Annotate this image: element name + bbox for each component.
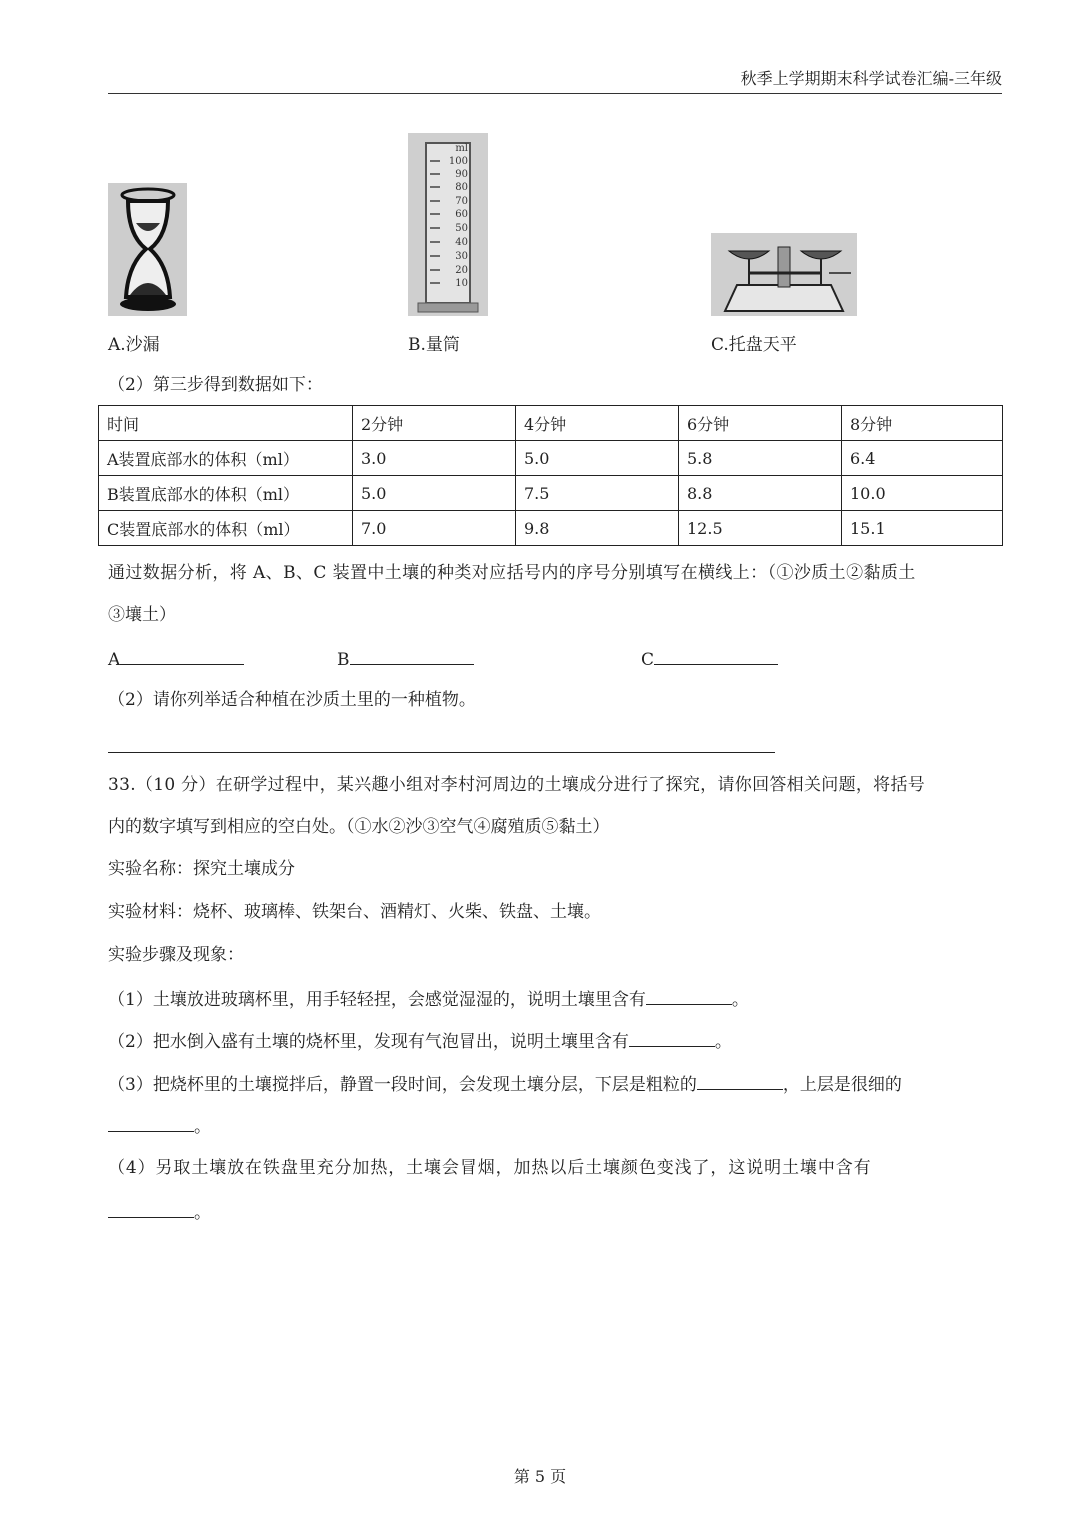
analysis-line-1: 通过数据分析，将 A、B、C 装置中土壤的种类对应括号内的序号分别填写在横线上：（①沙质土②黏质土 [108,563,916,583]
answer-b [337,646,474,672]
step-4: （4）另取土壤放在铁盘里充分加热，土壤会冒烟，加热以后土壤颜色变浅了，这说明土壤中含有 [108,1158,872,1178]
table-cell: A装置底部水的体积（ml） [99,441,353,476]
scale-label: 90 [455,169,468,180]
q33-line-2: 内的数字填写到相应的空白处。（①水②沙③空气④腐殖质⑤黏土） [108,817,610,837]
step-4-cont [108,1199,211,1225]
header-title: 秋季上学期期末科学试卷汇编-三年级 [740,69,1002,88]
scale-label: 60 [455,209,468,220]
answer-a-label: A [108,650,121,670]
table-header: 4分钟 [516,406,679,441]
graduated-cylinder-image [408,133,488,316]
step-2 [108,1028,732,1054]
scale-label: 10 [455,278,468,289]
period: 。 [731,990,749,1010]
blank-step-2[interactable] [629,1028,715,1047]
table-row [99,511,1003,546]
blank-step-4[interactable] [108,1199,194,1218]
period: 。 [194,1203,211,1223]
blank-step-1[interactable] [646,986,732,1005]
scale-label: 100 [448,156,468,167]
blank-a[interactable] [120,646,244,665]
plant-answer-line[interactable] [108,752,775,753]
analysis-line-2: ③壤土） [108,605,176,625]
scale-label: 30 [455,251,468,262]
experiment-materials: 实验材料：烧杯、玻璃棒、铁架台、酒精灯、火柴、铁盘、土壤。 [108,902,601,922]
step-1 [108,986,749,1012]
step-1-text: （1）土壤放进玻璃杯里，用手轻轻捏，会感觉湿湿的，说明土壤里含有 [108,990,646,1010]
plant-question: （2）请你列举适合种植在沙质土里的一种植物。 [108,690,476,710]
table-header: 2分钟 [353,406,516,441]
blank-c[interactable] [654,646,778,665]
caption-balance: C.托盘天平 [711,335,797,355]
blank-step-3a[interactable] [697,1071,783,1090]
period: 。 [714,1032,732,1052]
table-cell: B装置底部水的体积（ml） [99,476,353,511]
step-3 [108,1071,902,1097]
table-cell: 12.5 [679,511,842,546]
period: 。 [194,1117,211,1137]
balance-image [711,233,857,316]
table-header: 8分钟 [842,406,1003,441]
scale-label: 80 [455,182,468,193]
table-row [99,441,1003,476]
table-cell: 5.0 [516,441,679,476]
table-cell: 5.8 [679,441,842,476]
table-cell: 10.0 [842,476,1003,511]
data-table [98,405,1003,546]
table-cell: 3.0 [353,441,516,476]
blank-b[interactable] [350,646,474,665]
scale-label: 70 [455,196,468,207]
hourglass-image [108,183,187,316]
step-3-cont [108,1113,211,1139]
table-cell: 6.4 [842,441,1003,476]
answer-a [108,646,244,672]
scale-label: ml [455,143,468,154]
table-cell: 15.1 [842,511,1003,546]
step-3-text-b: ，上层是很细的 [782,1075,902,1095]
page-number: 第 5 页 [513,1467,567,1486]
steps-title: 实验步骤及现象： [108,945,244,965]
q33-line-1: 33.（10 分）在研学过程中，某兴趣小组对李村河周边的土壤成分进行了探究，请你回答相关问题，将括号 [108,775,926,795]
table-header: 时间 [99,406,353,441]
table-cell: C装置底部水的体积（ml） [99,511,353,546]
table-header: 6分钟 [679,406,842,441]
table-header-row [99,406,1003,441]
caption-hourglass: A.沙漏 [108,335,160,355]
page-header [108,62,1002,94]
table-cell: 8.8 [679,476,842,511]
blank-step-3b[interactable] [108,1113,194,1132]
table-row [99,476,1003,511]
answer-b-label: B [337,650,350,670]
experiment-name: 实验名称：探究土壤成分 [108,859,295,879]
scale-label: 50 [455,223,468,234]
caption-cylinder: B.量筒 [408,335,460,355]
step-3-text-a: （3）把烧杯里的土壤搅拌后，静置一段时间，会发现土壤分层，下层是粗粒的 [108,1075,697,1095]
scale-label: 40 [455,237,468,248]
scale-label: 20 [455,265,468,276]
table-cell: 5.0 [353,476,516,511]
answer-c [641,646,778,672]
table-intro: （2）第三步得到数据如下： [108,375,323,395]
step-2-text: （2）把水倒入盛有土壤的烧杯里，发现有气泡冒出，说明土壤里含有 [108,1032,629,1052]
table-cell: 7.5 [516,476,679,511]
table-cell: 9.8 [516,511,679,546]
answer-c-label: C [641,650,655,670]
table-cell: 7.0 [353,511,516,546]
